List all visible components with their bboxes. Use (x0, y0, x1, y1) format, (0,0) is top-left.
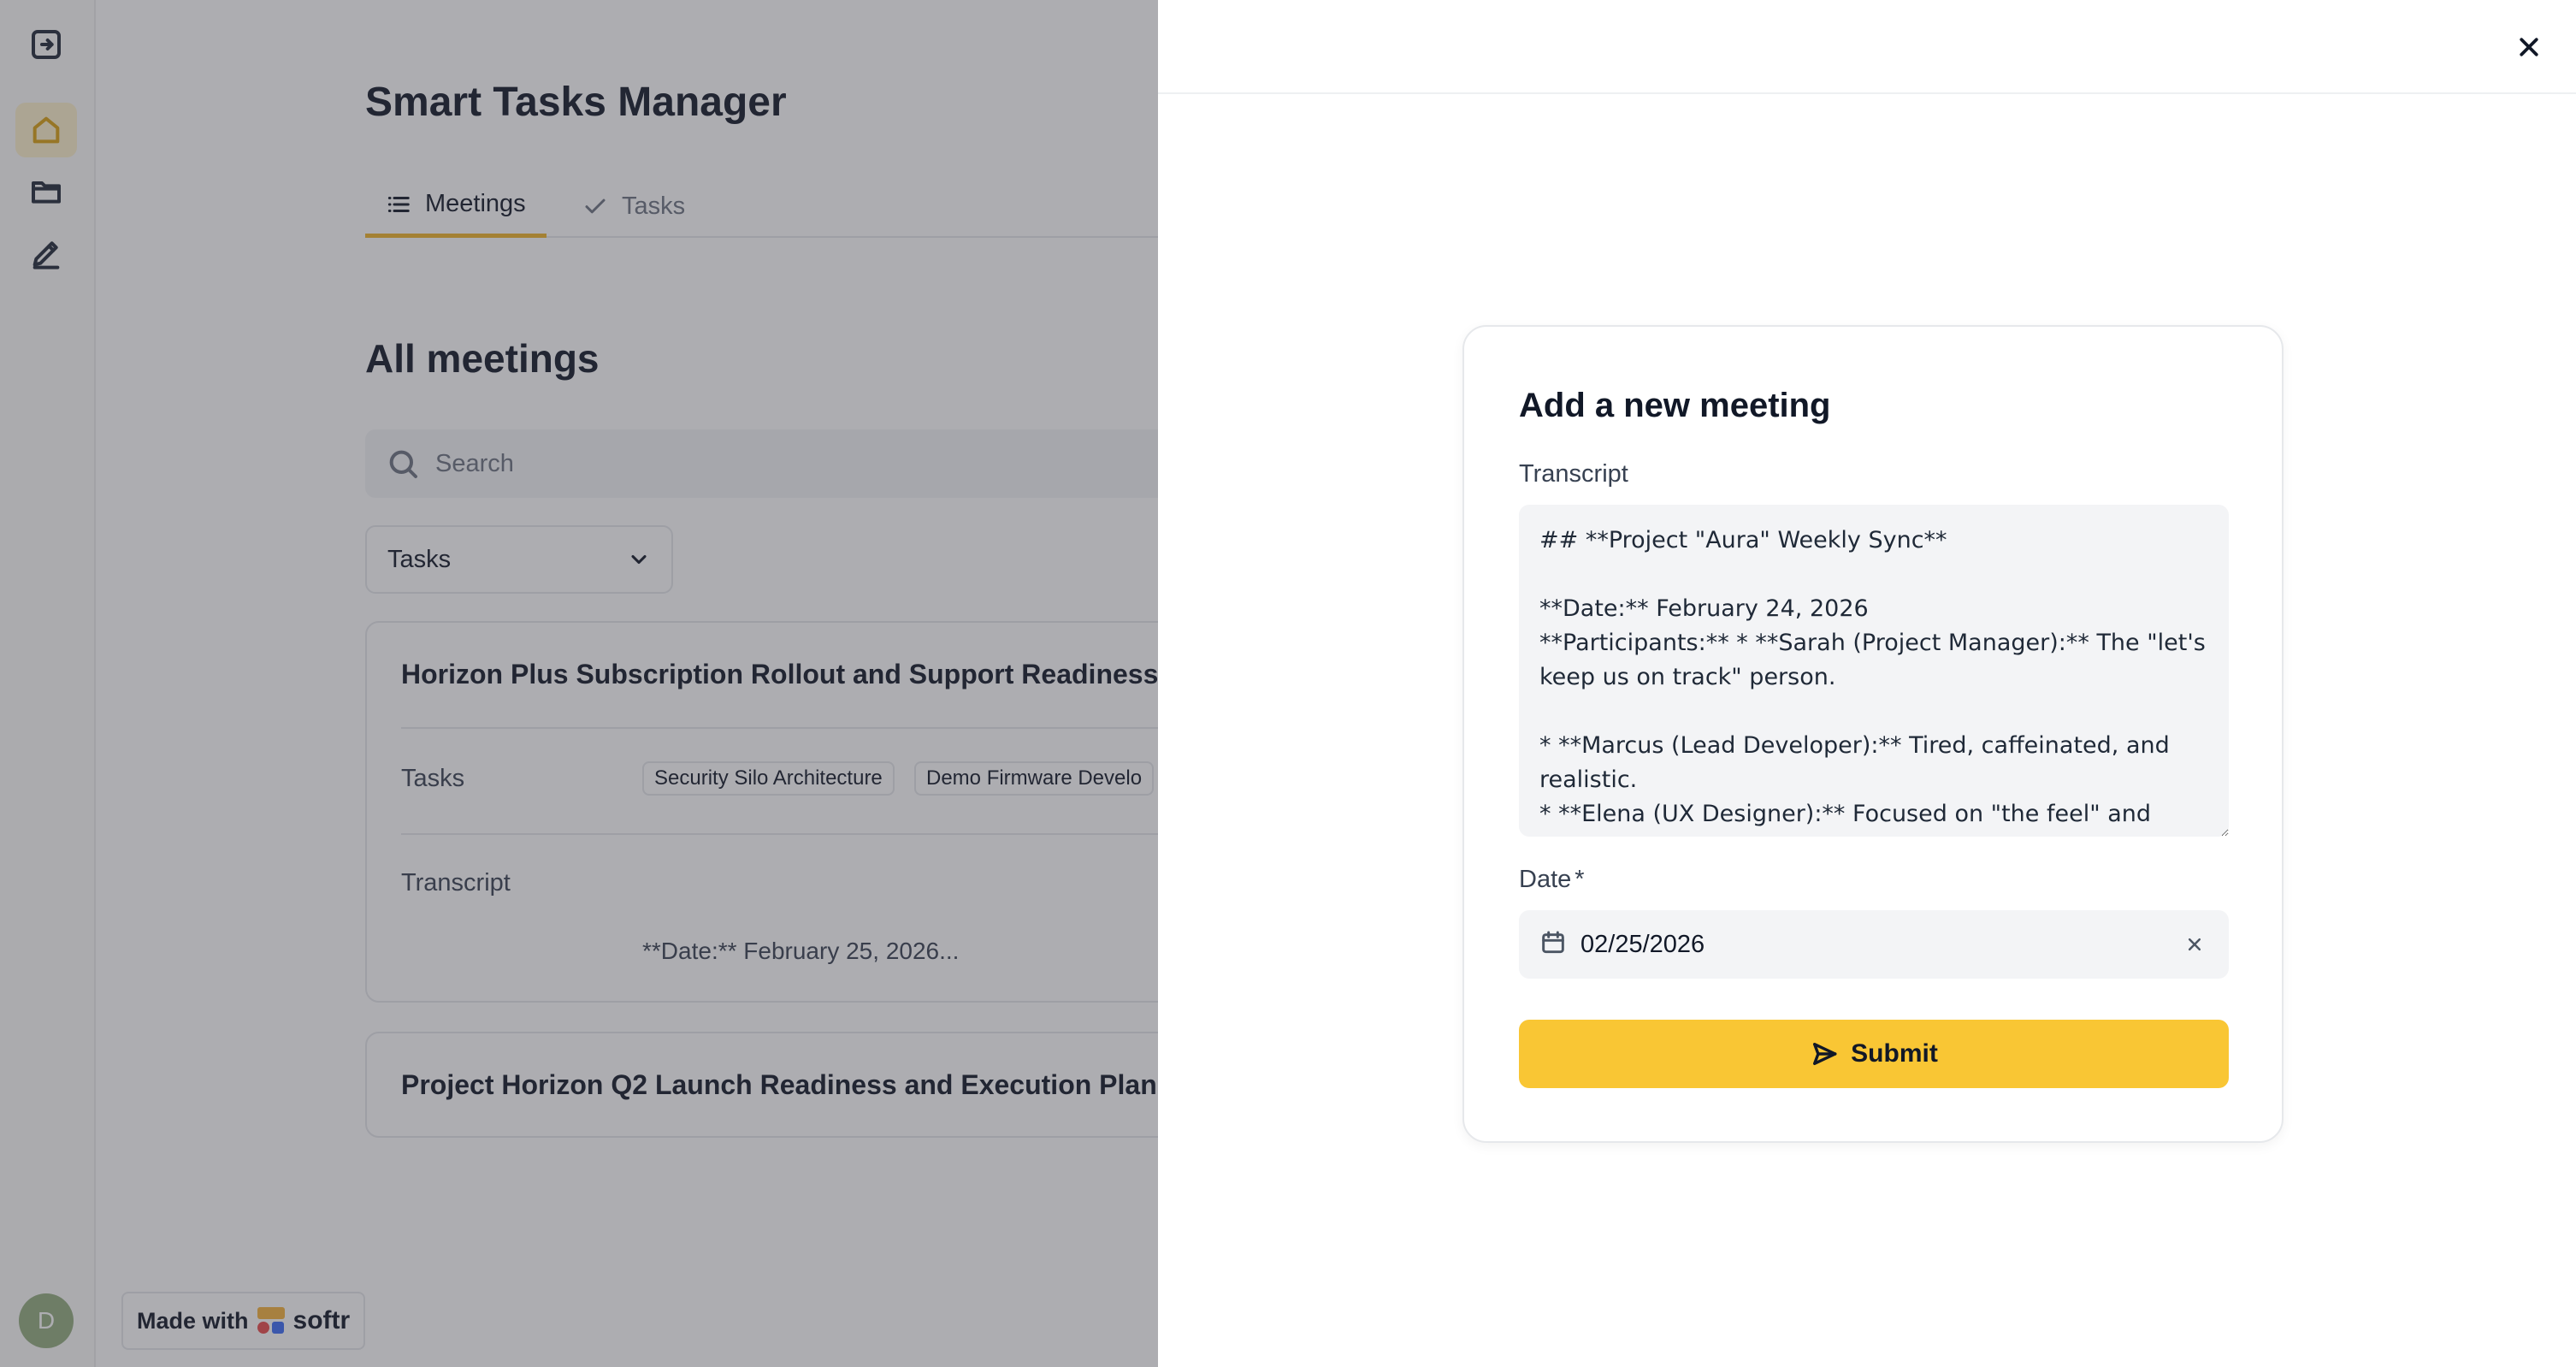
softr-brand: softr (292, 1306, 351, 1334)
section-title: All meetings (365, 336, 600, 381)
transcript-preview: **Date:** February 25, 2026... (642, 938, 960, 964)
required-mark: * (1575, 866, 1585, 893)
date-field[interactable] (1519, 910, 2229, 979)
filter-value: Tasks (387, 545, 452, 573)
tab-label: Tasks (622, 192, 686, 220)
transcript-textarea[interactable] (1519, 505, 2229, 837)
tasks-label: Tasks (401, 765, 465, 792)
date-input[interactable] (1580, 931, 2094, 959)
submit-button[interactable] (1519, 1020, 2229, 1088)
submit-label: Submit (1851, 1039, 1938, 1068)
modal-overlay[interactable] (0, 0, 1158, 1367)
meeting-title: Project Horizon Q2 Launch Readiness and Execution Plan (401, 1069, 1157, 1100)
made-with-label: Made with (137, 1307, 249, 1334)
page-title: Smart Tasks Manager (365, 80, 787, 125)
close-icon (2516, 34, 2542, 60)
drawer-header (1158, 0, 2576, 94)
task-chip[interactable]: Security Silo Architecture (642, 761, 895, 796)
date-label-text: Date (1519, 866, 1572, 893)
avatar-initial: D (37, 1307, 56, 1334)
send-icon (1810, 1039, 1839, 1068)
tab-label: Meetings (425, 190, 526, 217)
date-label (1519, 866, 1585, 894)
transcript-label: Transcript (401, 869, 511, 897)
clear-date-button[interactable] (2181, 931, 2208, 958)
close-icon (2186, 936, 2203, 953)
side-drawer (1158, 0, 2576, 1367)
calendar-icon (1539, 929, 1567, 961)
form-title: Add a new meeting (1519, 387, 1831, 424)
task-chip[interactable]: Demo Firmware Develo (914, 761, 1154, 796)
add-meeting-form (1462, 325, 2284, 1143)
close-button[interactable] (2508, 26, 2550, 68)
meeting-title: Horizon Plus Subscription Rollout and Support Readiness (401, 659, 1159, 689)
transcript-label: Transcript (1519, 460, 1628, 488)
